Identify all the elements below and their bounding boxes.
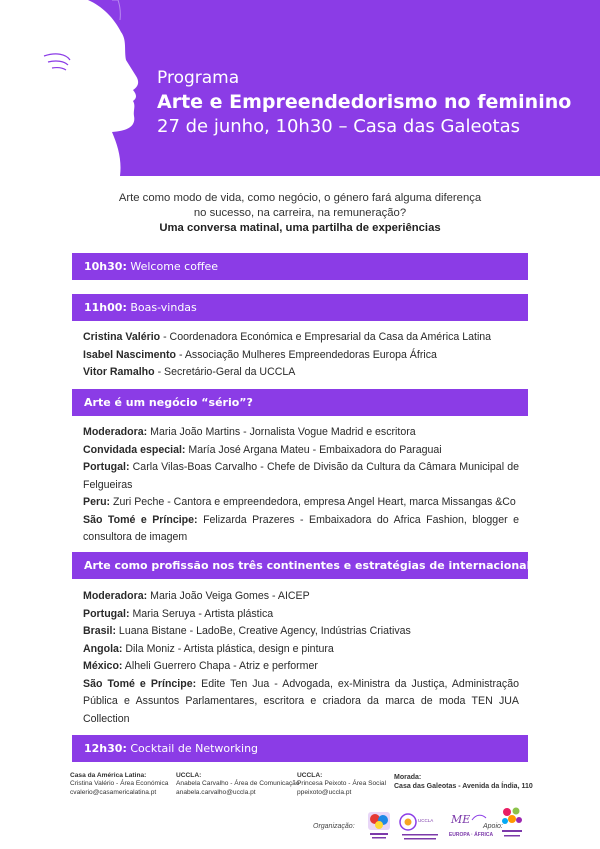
speaker-line (83, 606, 519, 624)
speaker-desc: Luana Bistane - LadoBe, Creative Agency, Indústrias Criativas (115, 625, 411, 637)
speaker-line (83, 424, 519, 442)
section-title: Welcome coffee (130, 260, 219, 273)
footer (0, 772, 600, 849)
uccla-logo-text: UCCLA (418, 818, 434, 823)
speaker-desc: Maria Seruya - Artista plástica (129, 607, 274, 620)
speaker-desc: Carla Vilas-Boas Carvalho - Chefe de Divisão da Cultura da Câmara Municipal de Felgueiras (83, 461, 519, 491)
support-logo (499, 804, 525, 844)
section-title: Boas-vindas (130, 301, 197, 314)
section-time: 10h30: (84, 260, 127, 273)
speaker-desc: Dila Moniz - Artista plástica, design e pintura (122, 642, 334, 655)
intro-line-3: Uma conversa matinal, uma partilha de experiências (159, 222, 441, 234)
program-label: Programa (157, 68, 240, 88)
welcome-speakers (83, 329, 519, 382)
speaker-line (83, 588, 519, 606)
speaker-role: São Tomé e Príncipe: (83, 513, 198, 526)
speaker-role: Peru: (83, 496, 111, 508)
speaker-role: Moderadora: (83, 426, 148, 438)
speaker-line (83, 676, 519, 729)
contact-email[interactable]: cvalerio@casamericalatina.pt (70, 788, 157, 796)
speaker-role: Angola: (83, 642, 123, 655)
event-title: Arte e Empreendedorismo no feminino (157, 91, 572, 113)
speaker-line (83, 658, 519, 676)
contact-email[interactable]: ppeixoto@uccla.pt (297, 788, 352, 796)
organization-label: Organização: (313, 823, 355, 830)
contact-name: Princesa Peixoto - Área Social (297, 780, 387, 788)
header-silhouette-graphic (0, 0, 600, 176)
speaker-role: São Tomé e Príncipe: (83, 677, 197, 690)
uccla-logo (398, 812, 442, 842)
speaker-line (83, 623, 519, 641)
speaker-desc: Felizarda Prazeres - Embaixadora do Africa Fashion, blogger e consultora de imagem (83, 513, 519, 543)
panel-2-speakers (83, 588, 519, 728)
speaker-line (83, 512, 519, 547)
speaker-desc: Edite Ten Jua - Advogada, ex-Ministra da Justiça, Administração Pública e Assuntos Parlamentares, escritora e criadora da marca de moda TEN JUA Collection (83, 677, 519, 725)
section-title: Arte é um negócio “sério”? (84, 396, 253, 409)
contact-title: Casa da América Latina: (70, 772, 147, 779)
speaker-line (83, 442, 519, 460)
venue-address (394, 773, 533, 791)
intro-line-1: Arte como modo de vida, como negócio, o género fará alguma diferença (118, 192, 482, 204)
intro-text (0, 191, 600, 236)
speaker-desc: - Secretário-Geral da UCCLA (154, 366, 296, 378)
panel-1-speakers (83, 424, 519, 547)
speaker-desc: Maria João Veiga Gomes - AICEP (147, 590, 310, 602)
header-banner (0, 0, 600, 176)
europa-africa-logo-text: EUROPA · ÁFRICA (448, 832, 494, 839)
speaker-role: Portugal: (83, 607, 130, 620)
speaker-desc: - Associação Mulheres Empreendedoras Europa África (176, 348, 437, 361)
contact-name: Cristina Valério - Área Económica (70, 780, 169, 788)
speaker-role: Moderadora: (83, 590, 148, 602)
speaker-desc: Zuri Peche - Cantora e empreendedora, empresa Angel Heart, marca Missangas &Co (110, 496, 516, 508)
section-bar-cocktail (72, 735, 528, 762)
contact-title: UCCLA: (297, 772, 323, 779)
section-bar-boas-vindas (72, 294, 528, 321)
speaker-role: México: (83, 660, 123, 672)
speaker-line (83, 329, 519, 347)
section-time: 11h00: (84, 301, 127, 314)
address-title: Morada: (394, 774, 422, 781)
section-bar-arte-profissao (72, 552, 554, 579)
section-title: Arte como profissão nos três continentes e estratégias de internacionalizar (84, 559, 554, 572)
intro-line-2: no sucesso, na carreira, na remuneração? (193, 207, 407, 219)
contact-casa-america (70, 772, 168, 797)
speaker-role: Portugal: (83, 461, 130, 473)
svg-text:ME: ME (451, 813, 471, 826)
speaker-role: Brasil: (83, 625, 116, 637)
event-date-place: 27 de junho, 10h30 – Casa das Galeotas (157, 116, 521, 137)
address-line: Casa das Galeotas - Avenida da Índia, 110 (394, 783, 533, 790)
speaker-line (83, 459, 519, 494)
contact-uccla-comunicacao (176, 772, 300, 797)
contact-name: Anabela Carvalho - Área de Comunicação (176, 780, 300, 788)
speaker-name: Cristina Valério (83, 331, 161, 343)
speaker-role: Convidada especial: (83, 443, 186, 456)
section-time: 12h30: (84, 742, 127, 755)
contact-email[interactable]: anabela.carvalho@uccla.pt (176, 788, 256, 796)
speaker-desc: Alheli Guerrero Chapa - Atriz e performer (122, 660, 318, 672)
speaker-line (83, 641, 519, 659)
speaker-desc: - Coordenadora Económica e Empresarial da Casa da América Latina (160, 331, 492, 343)
speaker-name: Isabel Nascimento (83, 348, 177, 361)
speaker-desc: María José Argana Mateu - Embaixadora do Paraguai (185, 443, 442, 456)
casa-america-latina-logo (366, 810, 392, 840)
section-title: Cocktail de Networking (130, 742, 259, 755)
contact-title: UCCLA: (176, 772, 202, 779)
speaker-name: Vitor Ramalho (83, 366, 155, 378)
speaker-desc: Maria João Martins - Jornalista Vogue Madrid e escritora (147, 426, 416, 438)
speaker-line (83, 347, 519, 365)
speaker-line (83, 364, 519, 382)
section-bar-arte-negocio (72, 389, 528, 416)
support-label: Apoio: (483, 823, 503, 830)
speaker-line (83, 494, 519, 512)
section-bar-welcome-coffee (72, 253, 528, 280)
contact-uccla-social (297, 772, 386, 797)
